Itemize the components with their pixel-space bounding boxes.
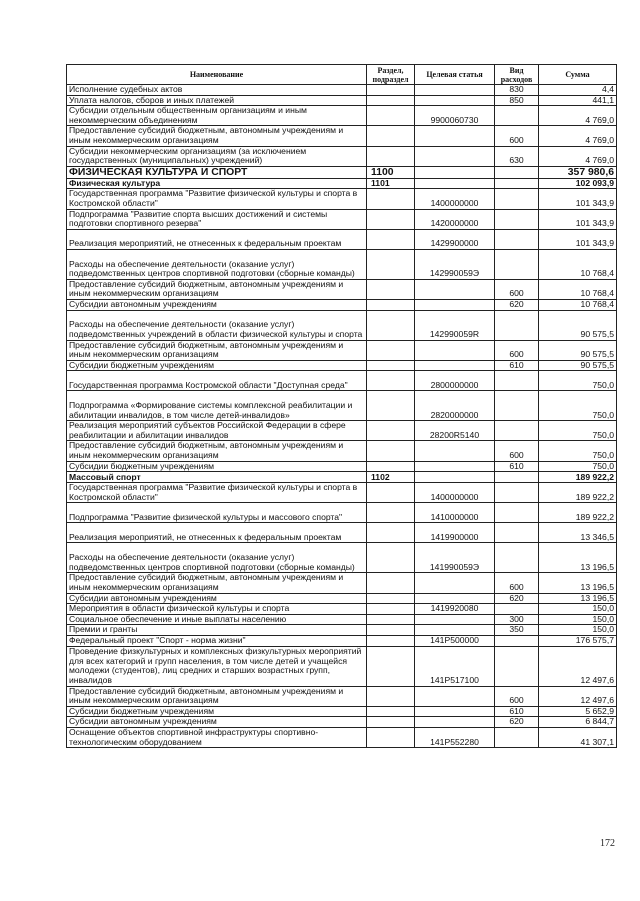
row-sum-cell: 12 497,6 <box>539 646 617 686</box>
row-section-cell <box>367 646 415 686</box>
row-target-cell <box>415 178 495 189</box>
row-section-cell: 1100 <box>367 166 415 178</box>
row-name-cell: ФИЗИЧЕСКАЯ КУЛЬТУРА И СПОРТ <box>67 166 367 178</box>
table-row <box>67 85 617 96</box>
header-sum: Сумма <box>539 65 617 85</box>
row-target-cell: 142990059Э <box>415 249 495 279</box>
row-section-cell <box>367 706 415 717</box>
row-name-cell: Социальное обеспечение и иные выплаты населению <box>67 614 367 625</box>
row-kind-cell: 610 <box>495 461 539 472</box>
table-row <box>67 543 617 573</box>
table-header-row <box>67 65 617 85</box>
row-target-cell <box>415 625 495 636</box>
row-sum-cell: 90 575,5 <box>539 360 617 371</box>
row-section-cell <box>367 573 415 593</box>
row-target-cell <box>415 717 495 728</box>
row-sum-cell: 13 196,5 <box>539 543 617 573</box>
row-section-cell <box>367 593 415 604</box>
row-section-cell <box>367 717 415 728</box>
row-section-cell <box>367 360 415 371</box>
row-kind-cell <box>495 472 539 483</box>
row-sum-cell: 176 575,7 <box>539 636 617 647</box>
row-name-cell: Подпрограмма «Формирование системы комплексной реабилитации и абилитации инвалидов, в том числе детей-инвалидов» <box>67 391 367 421</box>
table-row <box>67 706 617 717</box>
row-section-cell <box>367 126 415 146</box>
row-sum-cell: 13 196,5 <box>539 593 617 604</box>
row-sum-cell: 750,0 <box>539 461 617 472</box>
row-name-cell: Предоставление субсидий бюджетным, автономным учреждениям и иным некоммерческим организациям <box>67 686 367 706</box>
row-name-cell: Субсидии автономным учреждениям <box>67 717 367 728</box>
table-row <box>67 299 617 310</box>
row-kind-cell: 600 <box>495 340 539 360</box>
table-row <box>67 503 617 523</box>
row-section-cell <box>367 441 415 461</box>
row-kind-cell <box>495 483 539 503</box>
table-row <box>67 717 617 728</box>
row-sum-cell: 101 343,9 <box>539 209 617 229</box>
row-kind-cell <box>495 727 539 747</box>
row-name-cell: Предоставление субсидий бюджетным, автономным учреждениям и иным некоммерческим организациям <box>67 340 367 360</box>
row-kind-cell: 300 <box>495 614 539 625</box>
header-target: Целевая статья <box>415 65 495 85</box>
row-sum-cell: 750,0 <box>539 441 617 461</box>
row-sum-cell: 4 769,0 <box>539 126 617 146</box>
row-kind-cell: 600 <box>495 686 539 706</box>
row-kind-cell <box>495 209 539 229</box>
row-section-cell <box>367 421 415 441</box>
row-target-cell: 1419920080 <box>415 604 495 615</box>
row-section-cell <box>367 85 415 96</box>
row-target-cell <box>415 593 495 604</box>
row-sum-cell: 4,4 <box>539 85 617 96</box>
row-kind-cell <box>495 636 539 647</box>
row-section-cell <box>367 636 415 647</box>
row-target-cell <box>415 146 495 166</box>
table-row <box>67 636 617 647</box>
table-row <box>67 279 617 299</box>
row-section-cell <box>367 279 415 299</box>
row-section-cell <box>367 483 415 503</box>
row-name-cell: Субсидии бюджетным учреждениям <box>67 461 367 472</box>
row-target-cell: 141P517100 <box>415 646 495 686</box>
header-name: Наименование <box>67 65 367 85</box>
row-kind-cell <box>495 106 539 126</box>
row-name-cell: Уплата налогов, сборов и иных платежей <box>67 95 367 106</box>
row-sum-cell: 4 769,0 <box>539 106 617 126</box>
row-name-cell: Реализация мероприятий, не отнесенных к федеральным проектам <box>67 229 367 249</box>
row-section-cell <box>367 146 415 166</box>
table-row <box>67 646 617 686</box>
row-target-cell <box>415 299 495 310</box>
row-target-cell <box>415 279 495 299</box>
row-name-cell: Расходы на обеспечение деятельности (оказание услуг) подведомственных центров спортивной подготовки (сборные команды) <box>67 543 367 573</box>
row-kind-cell <box>495 310 539 340</box>
row-sum-cell: 101 343,9 <box>539 229 617 249</box>
row-kind-cell <box>495 421 539 441</box>
row-sum-cell: 90 575,5 <box>539 340 617 360</box>
row-kind-cell: 600 <box>495 573 539 593</box>
row-name-cell: Премии и гранты <box>67 625 367 636</box>
row-kind-cell: 610 <box>495 360 539 371</box>
row-target-cell: 28200R5140 <box>415 421 495 441</box>
row-target-cell <box>415 360 495 371</box>
row-sum-cell: 357 980,6 <box>539 166 617 178</box>
row-sum-cell: 150,0 <box>539 604 617 615</box>
row-target-cell: 142990059R <box>415 310 495 340</box>
row-kind-cell <box>495 178 539 189</box>
row-name-cell: Предоставление субсидий бюджетным, автономным учреждениям и иным некоммерческим организациям <box>67 441 367 461</box>
row-target-cell <box>415 472 495 483</box>
row-section-cell <box>367 461 415 472</box>
row-target-cell: 1400000000 <box>415 483 495 503</box>
table-row <box>67 371 617 391</box>
row-sum-cell: 189 922,2 <box>539 472 617 483</box>
table-row <box>67 166 617 178</box>
row-name-cell: Подпрограмма "Развитие спорта высших достижений и системы подготовки спортивного резерва" <box>67 209 367 229</box>
row-sum-cell: 101 343,9 <box>539 189 617 209</box>
table-row <box>67 472 617 483</box>
row-section-cell: 1101 <box>367 178 415 189</box>
row-kind-cell: 620 <box>495 717 539 728</box>
table-row <box>67 523 617 543</box>
row-sum-cell: 10 768,4 <box>539 279 617 299</box>
row-sum-cell: 4 769,0 <box>539 146 617 166</box>
row-section-cell <box>367 310 415 340</box>
row-section-cell <box>367 371 415 391</box>
row-target-cell <box>415 166 495 178</box>
row-sum-cell: 750,0 <box>539 371 617 391</box>
row-kind-cell <box>495 166 539 178</box>
row-kind-cell: 600 <box>495 441 539 461</box>
row-target-cell <box>415 706 495 717</box>
row-kind-cell <box>495 503 539 523</box>
row-name-cell: Субсидии отдельным общественным организациям и иным некоммерческим объединениям <box>67 106 367 126</box>
row-sum-cell: 750,0 <box>539 421 617 441</box>
row-name-cell: Субсидии бюджетным учреждениям <box>67 706 367 717</box>
page-number: 172 <box>600 838 615 849</box>
table-row <box>67 604 617 615</box>
row-name-cell: Проведение физкультурных и комплексных физкультурных мероприятий для всех категорий и групп населения, в том числе детей и учащейся молодежи (студентов), лиц средних и старших возрастных групп, инвалидов <box>67 646 367 686</box>
row-sum-cell: 6 844,7 <box>539 717 617 728</box>
row-name-cell: Субсидии бюджетным учреждениям <box>67 360 367 371</box>
table-row <box>67 686 617 706</box>
row-name-cell: Предоставление субсидий бюджетным, автономным учреждениям и иным некоммерческим организациям <box>67 279 367 299</box>
row-section-cell: 1102 <box>367 472 415 483</box>
row-target-cell: 1429900000 <box>415 229 495 249</box>
row-target-cell <box>415 573 495 593</box>
row-kind-cell <box>495 523 539 543</box>
row-sum-cell: 10 768,4 <box>539 249 617 279</box>
row-name-cell: Федеральный проект "Спорт - норма жизни" <box>67 636 367 647</box>
row-sum-cell: 150,0 <box>539 614 617 625</box>
row-section-cell <box>367 604 415 615</box>
row-sum-cell: 102 093,9 <box>539 178 617 189</box>
row-kind-cell <box>495 229 539 249</box>
row-sum-cell: 10 768,4 <box>539 299 617 310</box>
row-target-cell: 1410000000 <box>415 503 495 523</box>
row-name-cell: Расходы на обеспечение деятельности (оказание услуг) подведомственных учреждений в области физической культуры и спорта <box>67 310 367 340</box>
row-kind-cell: 630 <box>495 146 539 166</box>
row-name-cell: Реализация мероприятий, не отнесенных к федеральным проектам <box>67 523 367 543</box>
row-name-cell: Подпрограмма "Развитие физической культуры и массового спорта" <box>67 503 367 523</box>
row-sum-cell: 13 196,5 <box>539 573 617 593</box>
table-row <box>67 360 617 371</box>
table-row <box>67 421 617 441</box>
row-kind-cell <box>495 646 539 686</box>
table-row <box>67 106 617 126</box>
table-row <box>67 310 617 340</box>
row-section-cell <box>367 189 415 209</box>
row-section-cell <box>367 625 415 636</box>
table-row <box>67 126 617 146</box>
table-row <box>67 483 617 503</box>
row-section-cell <box>367 249 415 279</box>
row-target-cell <box>415 95 495 106</box>
row-kind-cell: 620 <box>495 299 539 310</box>
row-sum-cell: 90 575,5 <box>539 310 617 340</box>
row-kind-cell <box>495 189 539 209</box>
row-section-cell <box>367 340 415 360</box>
table-row <box>67 229 617 249</box>
row-target-cell: 2820000000 <box>415 391 495 421</box>
row-target-cell: 2800000000 <box>415 371 495 391</box>
table-row <box>67 573 617 593</box>
row-sum-cell: 12 497,6 <box>539 686 617 706</box>
table-body <box>67 85 617 748</box>
row-kind-cell: 610 <box>495 706 539 717</box>
row-sum-cell: 150,0 <box>539 625 617 636</box>
row-section-cell <box>367 727 415 747</box>
row-section-cell <box>367 543 415 573</box>
row-target-cell: 141P552280 <box>415 727 495 747</box>
row-kind-cell: 830 <box>495 85 539 96</box>
row-name-cell: Предоставление субсидий бюджетным, автономным учреждениям и иным некоммерческим организациям <box>67 573 367 593</box>
row-kind-cell <box>495 543 539 573</box>
row-sum-cell: 5 652,9 <box>539 706 617 717</box>
row-name-cell: Реализация мероприятий субъектов Российской Федерации в сфере реабилитации и абилитации инвалидов <box>67 421 367 441</box>
row-target-cell <box>415 85 495 96</box>
row-name-cell: Государственная программа Костромской области "Доступная среда" <box>67 371 367 391</box>
row-kind-cell: 600 <box>495 126 539 146</box>
row-target-cell: 1420000000 <box>415 209 495 229</box>
row-name-cell: Субсидии автономным учреждениям <box>67 593 367 604</box>
table-row <box>67 95 617 106</box>
row-name-cell: Исполнение судебных актов <box>67 85 367 96</box>
row-target-cell <box>415 614 495 625</box>
row-target-cell: 9900060730 <box>415 106 495 126</box>
row-target-cell: 141990059Э <box>415 543 495 573</box>
row-name-cell: Субсидии некоммерческим организациям (за исключением государственных (муниципальных) учреждений) <box>67 146 367 166</box>
table-row <box>67 727 617 747</box>
row-target-cell <box>415 461 495 472</box>
row-name-cell: Физическая культура <box>67 178 367 189</box>
row-kind-cell: 350 <box>495 625 539 636</box>
table-row <box>67 189 617 209</box>
table-row <box>67 441 617 461</box>
row-kind-cell: 600 <box>495 279 539 299</box>
row-name-cell: Массовый спорт <box>67 472 367 483</box>
row-target-cell <box>415 686 495 706</box>
table-row <box>67 209 617 229</box>
row-target-cell: 141P500000 <box>415 636 495 647</box>
row-sum-cell: 41 307,1 <box>539 727 617 747</box>
row-target-cell: 1419900000 <box>415 523 495 543</box>
row-section-cell <box>367 209 415 229</box>
header-section: Раздел, подраздел <box>367 65 415 85</box>
table-row <box>67 340 617 360</box>
row-kind-cell: 620 <box>495 593 539 604</box>
row-section-cell <box>367 391 415 421</box>
table-row <box>67 249 617 279</box>
row-sum-cell: 441,1 <box>539 95 617 106</box>
row-kind-cell <box>495 391 539 421</box>
row-sum-cell: 750,0 <box>539 391 617 421</box>
row-section-cell <box>367 95 415 106</box>
row-section-cell <box>367 229 415 249</box>
row-kind-cell <box>495 249 539 279</box>
table-row <box>67 461 617 472</box>
row-name-cell: Расходы на обеспечение деятельности (оказание услуг) подведомственных центров спортивной подготовки (сборные команды) <box>67 249 367 279</box>
row-section-cell <box>367 299 415 310</box>
row-section-cell <box>367 686 415 706</box>
row-target-cell: 1400000000 <box>415 189 495 209</box>
row-kind-cell <box>495 371 539 391</box>
row-target-cell <box>415 340 495 360</box>
header-kind: Вид расходов <box>495 65 539 85</box>
row-name-cell: Субсидии автономным учреждениям <box>67 299 367 310</box>
row-name-cell: Государственная программа "Развитие физической культуры и спорта в Костромской области" <box>67 189 367 209</box>
row-target-cell <box>415 441 495 461</box>
row-sum-cell: 13 346,5 <box>539 523 617 543</box>
budget-table-sheet <box>66 64 616 748</box>
row-section-cell <box>367 503 415 523</box>
table-row <box>67 614 617 625</box>
row-target-cell <box>415 126 495 146</box>
table-row <box>67 593 617 604</box>
table-row <box>67 178 617 189</box>
row-section-cell <box>367 614 415 625</box>
row-name-cell: Государственная программа "Развитие физической культуры и спорта в Костромской области" <box>67 483 367 503</box>
row-section-cell <box>367 106 415 126</box>
row-section-cell <box>367 523 415 543</box>
table-row <box>67 146 617 166</box>
budget-table <box>66 64 617 748</box>
row-kind-cell: 850 <box>495 95 539 106</box>
table-row <box>67 625 617 636</box>
row-kind-cell <box>495 604 539 615</box>
row-name-cell: Мероприятия в области физической культуры и спорта <box>67 604 367 615</box>
row-sum-cell: 189 922,2 <box>539 483 617 503</box>
row-name-cell: Оснащение объектов спортивной инфраструктуры спортивно-технологическим оборудованием <box>67 727 367 747</box>
row-sum-cell: 189 922,2 <box>539 503 617 523</box>
row-name-cell: Предоставление субсидий бюджетным, автономным учреждениям и иным некоммерческим организациям <box>67 126 367 146</box>
table-row <box>67 391 617 421</box>
